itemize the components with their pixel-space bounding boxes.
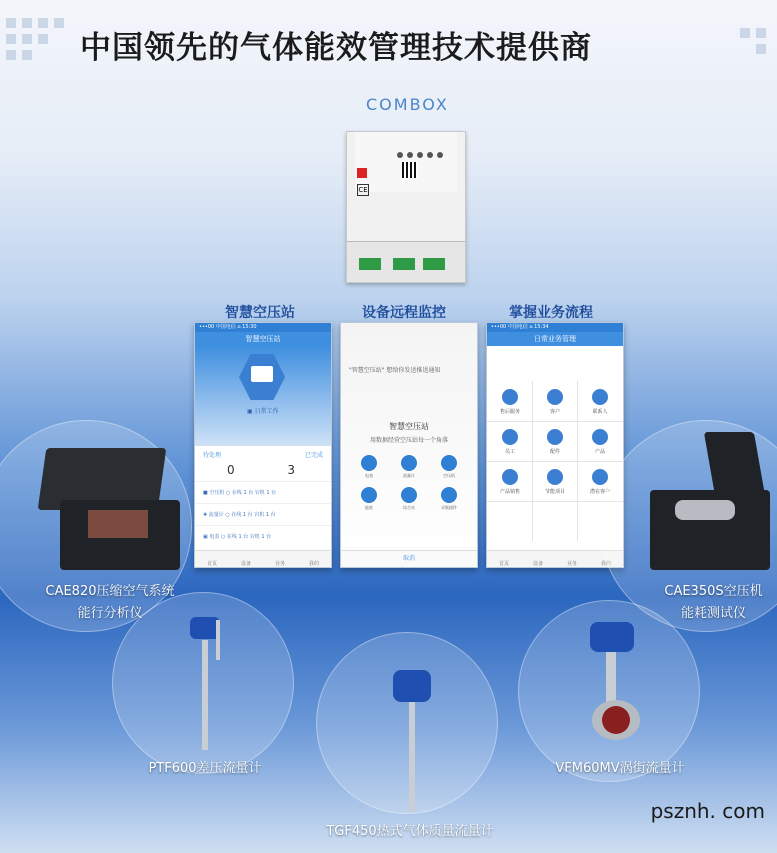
tab-mine[interactable]: 我的 (600, 561, 611, 567)
watermark: psznh. com (650, 799, 765, 823)
section-title-2: 设备远程监控 (362, 305, 446, 321)
combox-label: COMBOX (366, 95, 449, 114)
contact-icon[interactable] (592, 389, 608, 405)
tab-device[interactable]: 设备 (240, 561, 251, 567)
done-value: 3 (287, 463, 295, 477)
list-item[interactable]: ✚ 流量计 ○ 在线 1 台 宕机 1 台 (195, 503, 331, 525)
phone1-title: 智慧空压站 (195, 332, 331, 346)
ptf600-label: PTF600差压流量计 (148, 761, 262, 776)
phone-business-flow: •••00 中国电信 ⌂ 15:34 日常业务管理 售后服务 客户 联系人 员工 配件 产品 产品销售 节能项目 潜在客户 首页 设备 业务 我的 (486, 322, 624, 568)
cancel-button[interactable]: 取消 (341, 550, 477, 567)
circle-bg (316, 632, 498, 814)
page-title: 中国领先的气体能效管理技术提供商 (80, 30, 592, 66)
qr-code-icon (402, 162, 418, 178)
customer-icon[interactable] (547, 389, 563, 405)
cae350s-label-2: 能耗测试仪 (680, 606, 746, 621)
cae350s-label-1: CAE350S空压机 (664, 584, 763, 599)
done-label[interactable]: 已完成 (304, 452, 323, 459)
sales-icon[interactable] (502, 469, 518, 485)
section-title-1: 智慧空压站 (225, 305, 295, 321)
phone-smart-station: •••00 中国电信 ⌂ 15:30 智慧空压站 ▣ 日常工作 待处理 已完成 0 3 ■ 空压机 ○ 在线 1 台 宕机 1 台 ✚ 流量计 ○ 在线 1 台 宕机 1 台 ▣ 电表 ○ 在线 1 台 宕机 1 台 首页 设备 业务 我的 (194, 322, 332, 568)
phone3-title: 日常业务管理 (487, 332, 623, 346)
tab-home[interactable]: 首页 (498, 561, 509, 567)
staff-icon[interactable] (502, 429, 518, 445)
combox-device-image: CE (346, 131, 466, 283)
list-item[interactable]: ▣ 电表 ○ 在线 1 台 宕机 1 台 (195, 525, 331, 547)
section-title-3: 掌握业务流程 (509, 305, 593, 321)
product-icon[interactable] (592, 429, 608, 445)
phone-remote-monitor: "智慧空压站" 想给你发送推送通知 智慧空压站 用数据经营空压站每一个角落 电表 流量计 空压机 能耗 综合站 采集插件 取消 (340, 322, 478, 568)
tab-mine[interactable]: 我的 (308, 561, 319, 567)
list-item[interactable]: ■ 空压机 ○ 在线 1 台 宕机 1 台 (195, 481, 331, 503)
cae820-label-2: 能行分析仪 (77, 606, 143, 621)
energy-icon[interactable] (361, 487, 377, 503)
project-icon[interactable] (547, 469, 563, 485)
after-sales-icon[interactable] (502, 389, 518, 405)
pending-label[interactable]: 待处理 (203, 452, 222, 459)
tab-home[interactable]: 首页 (206, 561, 217, 567)
tab-business[interactable]: 业务 (274, 561, 285, 567)
compressor-icon[interactable] (441, 455, 457, 471)
tgf450-label: TGF450热式气体质量流量计 (326, 824, 494, 839)
station-icon[interactable] (401, 487, 417, 503)
tab-business[interactable]: 业务 (566, 561, 577, 567)
pending-value: 0 (227, 463, 235, 477)
plugin-icon[interactable] (441, 487, 457, 503)
vfm60mv-label: VFM60MV涡街流量计 (555, 761, 685, 776)
phone2-title: 智慧空压站 (389, 422, 429, 431)
cae820-label-1: CAE820压缩空气系统 (45, 584, 175, 599)
logo-icon (357, 168, 367, 178)
tab-device[interactable]: 设备 (532, 561, 543, 567)
meter-icon[interactable] (361, 455, 377, 471)
parts-icon[interactable] (547, 429, 563, 445)
flowmeter-icon[interactable] (401, 455, 417, 471)
potential-customer-icon[interactable] (592, 469, 608, 485)
